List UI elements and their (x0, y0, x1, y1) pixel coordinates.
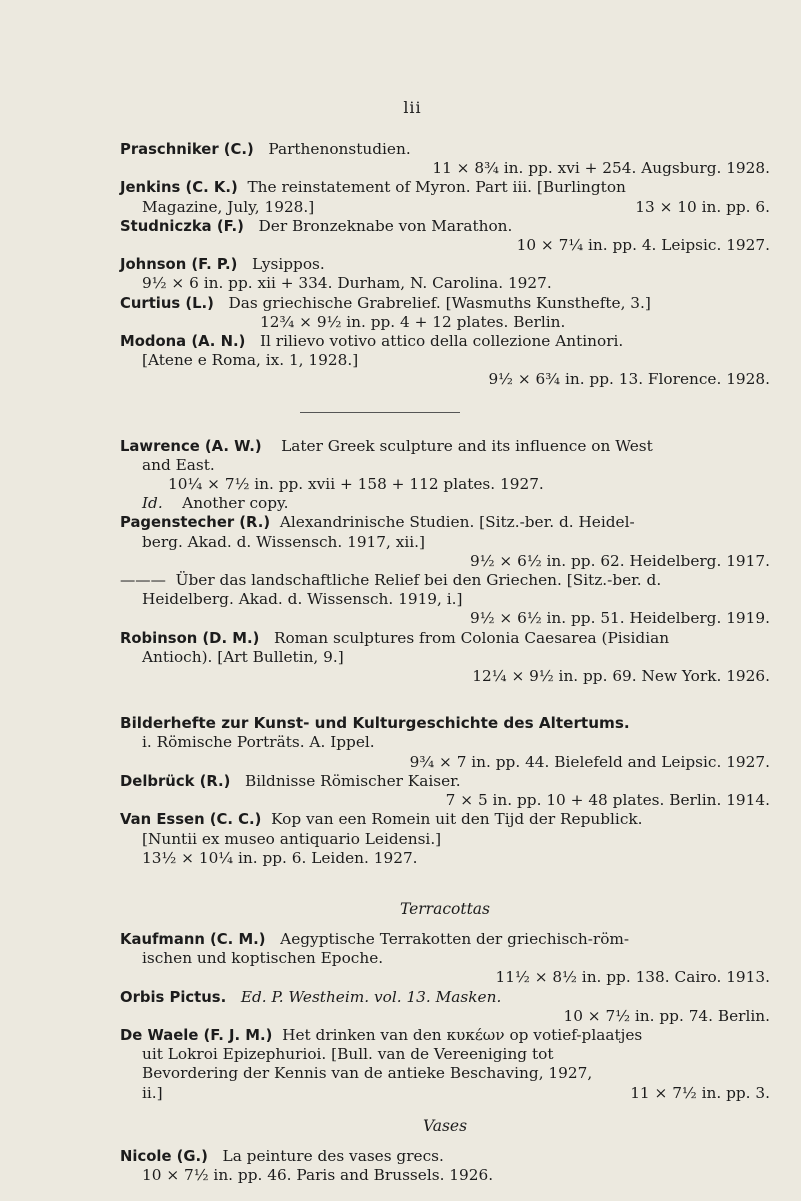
entry-title: Another copy. (182, 494, 289, 513)
entry-title: Roman sculptures from Colonia Caesarea (Pisidian (273, 628, 670, 647)
entry-kaufmann (120, 930, 770, 988)
entry-author: Johnson (F. P.) (120, 256, 238, 274)
entry-title: Later Greek sculpture and its influence on West (281, 436, 653, 455)
entry-meta: 7 × 5 in. pp. 10 + 48 plates. Berlin. 1914. (445, 791, 770, 810)
entry-author: Curtius (L.) (120, 294, 214, 312)
entry-title-cont: berg. Akad. d. Wissensch. 1917, xii.] (142, 532, 425, 551)
entry-title: The reinstatement of Myron. Part iii. [Burlington (247, 178, 626, 197)
entry-author: Modona (A. N.) (120, 333, 246, 351)
entry-meta: 12¼ × 9½ in. pp. 69. New York. 1926. (472, 667, 770, 686)
entry-meta: 11 × 8¾ in. pp. xvi + 254. Augsburg. 1928. (432, 159, 770, 178)
entry-title: Bildnisse Römischer Kaiser. (245, 771, 461, 790)
bibliography-list (120, 140, 770, 1185)
entry-meta: 10 × 7½ in. pp. 46. Paris and Brussels. 1926. (142, 1165, 494, 1184)
entry-pagenstecher-2 (120, 571, 770, 629)
entry-studniczka (120, 217, 770, 255)
entry-meta: 11½ × 8½ in. pp. 138. Cairo. 1913. (495, 968, 770, 987)
entry-title-cont: [Atene e Roma, ix. 1, 1928.] (142, 351, 359, 370)
entry-author: Jenkins (C. K.) (120, 179, 238, 197)
entry-title-cont: and East. (142, 455, 215, 474)
entry-author: ——— (120, 571, 166, 590)
entry-title: Über das landschaftliche Relief bei den Griechen. [Sitz.-ber. d. (175, 571, 662, 590)
entry-modona (120, 332, 770, 390)
entry-meta: 9½ × 6½ in. pp. 51. Heidelberg. 1919. (470, 609, 770, 628)
entry-title: La peinture des vases grecs. (222, 1146, 444, 1165)
entry-author: Id. (142, 494, 163, 513)
entry-meta: 10 × 7¼ in. pp. 4. Leipsic. 1927. (516, 236, 770, 255)
entry-meta: 13½ × 10¼ in. pp. 6. Leiden. 1927. (142, 848, 418, 867)
entry-orbis-pictus (120, 988, 770, 1026)
entry-title: Parthenonstudien. (268, 140, 411, 158)
entry-title-cont: uit Lokroi Epizephurioi. [Bull. van de Vereeniging tot (142, 1045, 554, 1064)
entry-meta: 13 × 10 in. pp. 6. (635, 197, 770, 216)
entry-title: i. Römische Porträts. A. Ippel. (142, 733, 375, 752)
section-heading-terracottas: Terracottas (399, 899, 491, 918)
entry-title: Lysippos. (251, 255, 325, 274)
entry-title-cont: Antioch). [Art Bulletin, 9.] (142, 647, 344, 666)
entry-meta: 12¾ × 9½ in. pp. 4 + 12 plates. Berlin. (260, 312, 566, 331)
entry-de-waele (120, 1026, 770, 1103)
entry-title: Kop van een Romein uit den Tijd der Republick. (271, 810, 643, 829)
entry-meta: 9½ × 6½ in. pp. 62. Heidelberg. 1917. (470, 551, 770, 570)
entry-author: Kaufmann (C. M.) (120, 930, 266, 948)
entry-title: Il rilievo votivo attico della collezione Antinori. (259, 332, 624, 351)
entry-meta: 9½ × 6¾ in. pp. 13. Florence. 1928. (488, 370, 770, 389)
entry-lawrence (120, 437, 770, 495)
entry-author: Robinson (D. M.) (120, 629, 260, 647)
entry-title-cont: ischen und koptischen Epoche. (142, 949, 384, 968)
entry-meta: 10 × 7½ in. pp. 74. Berlin. (563, 1006, 770, 1025)
entry-title: Aegyptische Terrakotten der griechisch-röm- (280, 929, 630, 948)
entry-title-cont: Magazine, July, 1928.] (142, 197, 315, 216)
entry-title-cont: Heidelberg. Akad. d. Wissensch. 1919, i.] (142, 590, 463, 609)
entry-meta: 10¼ × 7½ in. pp. xvii + 158 + 112 plates. 1927. (168, 475, 544, 494)
entry-author: De Waele (F. J. M.) (120, 1026, 273, 1044)
entry-title: Alexandrinische Studien. [Sitz.-ber. d. Heidel- (279, 513, 635, 532)
entry-author: Pagenstecher (R.) (120, 514, 271, 532)
entry-title: Ed. P. Westheim. vol. 13. Masken. (240, 987, 502, 1006)
entry-author: Delbrück (R.) (120, 772, 231, 790)
entry-meta: 9¾ × 7 in. pp. 44. Bielefeld and Leipsic. 1927. (409, 752, 770, 771)
section-heading-vases: Vases (422, 1116, 468, 1135)
entry-meta: 9½ × 6 in. pp. xii + 334. Durham, N. Carolina. 1927. (142, 274, 552, 293)
entry-title-cont: Bevordering der Kennis van de antieke Beschaving, 1927, (142, 1064, 593, 1083)
entry-meta: 11 × 7½ in. pp. 3. (630, 1083, 770, 1102)
entry-author: Nicole (G.) (120, 1147, 208, 1165)
entry-title: Het drinken van den κυκέων op votief-plaatjes (282, 1025, 643, 1044)
entry-praschniker (120, 140, 770, 178)
entry-title-cont: [Nuntii ex museo antiquario Leidensi.] (142, 829, 442, 848)
entry-johnson (120, 255, 770, 293)
entry-title: Das griechische Grabrelief. [Wasmuths Kunsthefte, 3.] (228, 293, 651, 312)
entry-pagenstecher (120, 513, 770, 571)
entry-robinson (120, 629, 770, 687)
entry-author: Van Essen (C. C.) (120, 811, 262, 829)
entry-author: Studniczka (F.) (120, 217, 244, 235)
entry-delbrueck (120, 772, 770, 810)
entry-author: Bilderhefte zur Kunst- und Kulturgeschichte des Altertums. (120, 714, 630, 733)
entry-jenkins (120, 178, 770, 216)
entry-title: Der Bronzeknabe von Marathon. (258, 216, 513, 235)
entry-author: Orbis Pictus. (120, 988, 227, 1006)
entry-author: Praschniker (C.) (120, 141, 254, 158)
entry-id (120, 494, 770, 513)
entry-author: Lawrence (A. W.) (120, 437, 262, 455)
entry-bilderhefte (120, 714, 770, 772)
entry-van-essen (120, 810, 770, 868)
page-number: lii (403, 98, 422, 117)
section-divider (300, 412, 460, 413)
entry-title-cont: ii.] (142, 1083, 163, 1102)
entry-curtius (120, 294, 770, 332)
entry-nicole (120, 1147, 770, 1185)
